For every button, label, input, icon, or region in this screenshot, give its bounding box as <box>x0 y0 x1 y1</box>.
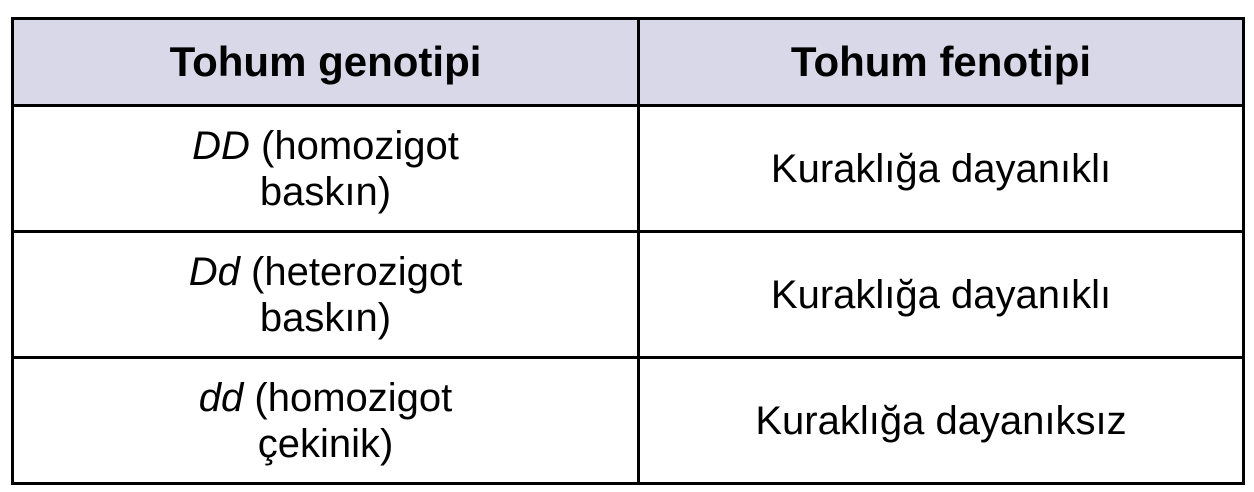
header-phenotype: Tohum fenotipi <box>639 19 1244 106</box>
phenotype-cell: Kuraklığa dayanıksız <box>639 358 1244 484</box>
genotype-text <box>146 123 506 215</box>
genotype-symbol: DD <box>192 123 250 168</box>
genotype-description: (homozigot çekinik) <box>254 375 453 466</box>
genotype-description: (heterozigot baskın) <box>251 249 463 340</box>
phenotype-cell: Kuraklığa dayanıklı <box>639 232 1244 358</box>
table-row <box>13 358 1244 484</box>
genotype-symbol: Dd <box>188 249 240 294</box>
genotype-text <box>146 375 506 467</box>
header-genotype: Tohum genotipi <box>13 19 639 106</box>
genotype-cell <box>13 106 639 232</box>
genotype-text <box>146 249 506 341</box>
genotype-symbol: dd <box>198 375 244 420</box>
genotype-cell <box>13 358 639 484</box>
genotype-phenotype-table <box>11 17 1245 485</box>
table-row <box>13 232 1244 358</box>
genotype-cell <box>13 232 639 358</box>
genotype-description: (homozigot baskın) <box>259 123 459 214</box>
table-header-row <box>13 19 1244 106</box>
phenotype-cell: Kuraklığa dayanıklı <box>639 106 1244 232</box>
table-row <box>13 106 1244 232</box>
